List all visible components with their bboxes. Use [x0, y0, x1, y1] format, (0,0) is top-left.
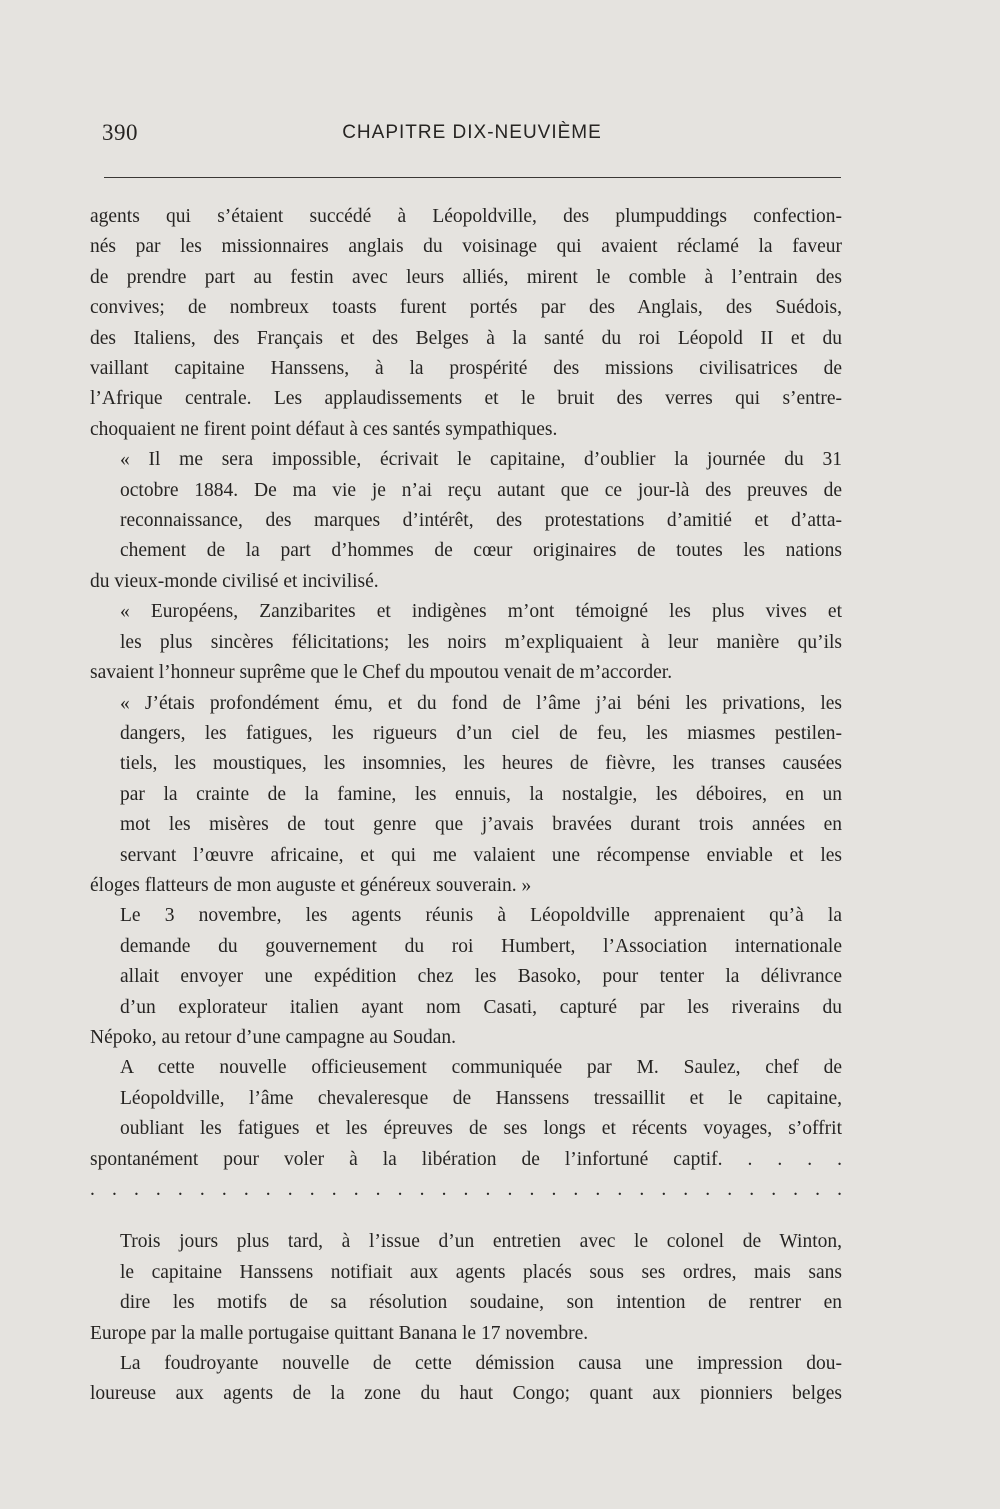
text-line: Léopoldville, l’âme chevaleresque de Hanssens tressaillit et le capitaine, — [120, 1087, 842, 1109]
text-line: chement de la part d’hommes de cœur originaires de toutes les nations — [120, 540, 842, 562]
paragraph — [90, 1053, 842, 1144]
paragraph — [90, 689, 842, 871]
text-line-row — [90, 901, 842, 931]
paragraph-end-line — [90, 1023, 842, 1053]
text-line-row — [90, 202, 842, 232]
text-line-row — [90, 1288, 842, 1318]
paragraph — [90, 597, 842, 658]
text-line: convives; de nombreux toasts furent portés par des Anglais, des Suédois, — [90, 297, 842, 319]
text-line-row — [90, 324, 842, 354]
text-line-row — [90, 841, 842, 871]
chapter-title: CHAPITRE DIX-NEUVIÈME — [342, 122, 602, 143]
text-line: oubliant les fatigues et les épreuves de ses longs et récents voyages, s’offrit — [120, 1118, 842, 1140]
text-line-row — [90, 780, 842, 810]
text-line: « Il me sera impossible, écrivait le capitaine, d’oublier la journée du 31 — [120, 449, 842, 471]
text-line: reconnaissance, des marques d’intérêt, des protestations d’amitié et d’atta- — [120, 510, 842, 532]
text-line-row — [90, 871, 842, 901]
text-line-row — [90, 445, 842, 475]
text-line: A cette nouvelle officieusement communiquée par M. Saulez, chef de — [120, 1057, 842, 1079]
text-line: spontanément pour voler à la libération de l’infortuné captif. . . . . — [90, 1148, 842, 1170]
text-line-row — [90, 810, 842, 840]
paragraph-end-line — [90, 567, 842, 597]
text-line: dangers, les fatigues, les rigueurs d’un ciel de feu, les miasmes pestilen- — [120, 722, 842, 744]
text-line-row — [90, 1053, 842, 1083]
running-head — [102, 120, 842, 154]
text-line-row — [90, 1227, 842, 1257]
text-line-row — [90, 415, 842, 445]
text-line: « J’étais profondément ému, et du fond de l’âme j’ai béni les privations, les — [120, 692, 842, 714]
text-line: savaient l’honneur suprême que le Chef du mpoutou venait de m’accorder. — [90, 662, 673, 684]
text-line-row — [90, 354, 842, 384]
text-line: par la crainte de la famine, les ennuis, la nostalgie, les déboires, en un — [120, 783, 842, 805]
text-line: l’Afrique centrale. Les applaudissements et le bruit des verres qui s’entre- — [90, 388, 842, 410]
text-line-row — [90, 1084, 842, 1114]
text-line-row — [90, 628, 842, 658]
text-line-row — [90, 567, 842, 597]
text-line-row — [90, 962, 842, 992]
text-line: de prendre part au festin avec leurs alliés, mirent le comble à l’entrain des — [90, 266, 842, 288]
text-line: allait envoyer une expédition chez les Basoko, pour tenter la délivrance — [120, 966, 842, 988]
text-line: agents qui s’étaient succédé à Léopoldville, des plumpuddings confection- — [90, 206, 842, 227]
text-line: loureuse aux agents de la zone du haut Congo; quant aux pionniers belges — [90, 1383, 842, 1405]
text-line-row — [90, 506, 842, 536]
paragraph-end-line — [90, 1145, 842, 1175]
paragraph — [90, 901, 842, 1023]
text-line: choquaient ne firent point défaut à ces santés sympathiques. — [90, 418, 558, 440]
text-line-row — [90, 1258, 842, 1288]
paragraph-end-line — [90, 415, 842, 445]
text-line-row — [90, 263, 842, 293]
text-line: nés par les missionnaires anglais du voisinage qui avaient réclamé la faveur — [90, 236, 842, 258]
paragraph-end-line — [90, 871, 842, 901]
text-line-row — [90, 1023, 842, 1053]
text-line: d’un explorateur italien ayant nom Casati, capturé par les riverains du — [120, 996, 842, 1018]
text-line-row — [90, 719, 842, 749]
text-line: Europe par la malle portugaise quittant Banana le 17 novembre. — [90, 1322, 589, 1344]
text-line: le capitaine Hanssens notifiait aux agents placés sous ses ordres, mais sans — [120, 1261, 842, 1283]
text-line-row — [90, 932, 842, 962]
text-line: octobre 1884. De ma vie je n’ai reçu autant que ce jour-là des preuves de — [120, 479, 842, 501]
text-line: éloges flatteurs de mon auguste et généreux souverain. » — [90, 874, 532, 896]
text-line-row — [90, 293, 842, 323]
text-line: demande du gouvernement du roi Humbert, l’Association internationale — [120, 935, 842, 957]
text-line: les plus sincères félicitations; les noirs m’expliquaient à leur manière qu’ils — [120, 631, 842, 653]
text-line-row — [90, 689, 842, 719]
paragraph — [90, 1227, 842, 1318]
paragraph — [90, 202, 842, 415]
text-line-row — [90, 1319, 842, 1349]
text-line-row — [90, 384, 842, 414]
text-line-row — [90, 1145, 842, 1175]
section-gap — [90, 1205, 842, 1227]
text-line-row — [90, 1349, 842, 1379]
text-line-row — [90, 1114, 842, 1144]
paragraph-end-line — [90, 1379, 842, 1409]
text-line: Le 3 novembre, les agents réunis à Léopoldville apprenaient qu’à la — [120, 905, 842, 927]
text-line: « Européens, Zanzibarites et indigènes m’ont témoigné les plus vives et — [120, 601, 842, 623]
paragraph-end-line — [90, 658, 842, 688]
text-line: vaillant capitaine Hanssens, à la prospérité des missions civilisatrices de — [90, 358, 842, 380]
text-line-row — [90, 658, 842, 688]
text-line: servant l’œuvre africaine, et qui me valaient une récompense enviable et les — [120, 844, 842, 866]
text-line-row — [90, 476, 842, 506]
text-line: des Italiens, des Français et des Belges à la santé du roi Léopold II et du — [90, 327, 842, 349]
paragraph-end-line — [90, 1319, 842, 1349]
ellipsis-row: . . . . . . . . . . . . . . . . . . . . . . . . . . . . . . . . . . . — [90, 1179, 842, 1200]
paragraph — [90, 1349, 842, 1379]
text-line-row — [90, 993, 842, 1023]
text-line: La foudroyante nouvelle de cette démission causa une impression dou- — [120, 1353, 842, 1375]
body-text — [90, 202, 842, 1410]
text-line: Népoko, au retour d’une campagne au Soudan. — [90, 1026, 457, 1048]
text-line-row — [90, 232, 842, 262]
paragraph — [90, 445, 842, 567]
text-line: tiels, les moustiques, les insomnies, les heures de fièvre, les transes causées — [120, 753, 842, 775]
text-line-row — [90, 536, 842, 566]
header-rule — [104, 177, 841, 178]
text-line: Trois jours plus tard, à l’issue d’un entretien avec le colonel de Winton, — [120, 1231, 842, 1253]
text-line: dire les motifs de sa résolution soudaine, son intention de rentrer en — [120, 1292, 842, 1314]
text-line-row — [90, 1379, 842, 1409]
text-line: mot les misères de tout genre que j’avais bravées durant trois années en — [120, 814, 842, 836]
text-line: du vieux-monde civilisé et incivilisé. — [90, 570, 379, 592]
page-number: 390 — [102, 120, 138, 145]
text-line-row — [90, 749, 842, 779]
text-line-row — [90, 597, 842, 627]
